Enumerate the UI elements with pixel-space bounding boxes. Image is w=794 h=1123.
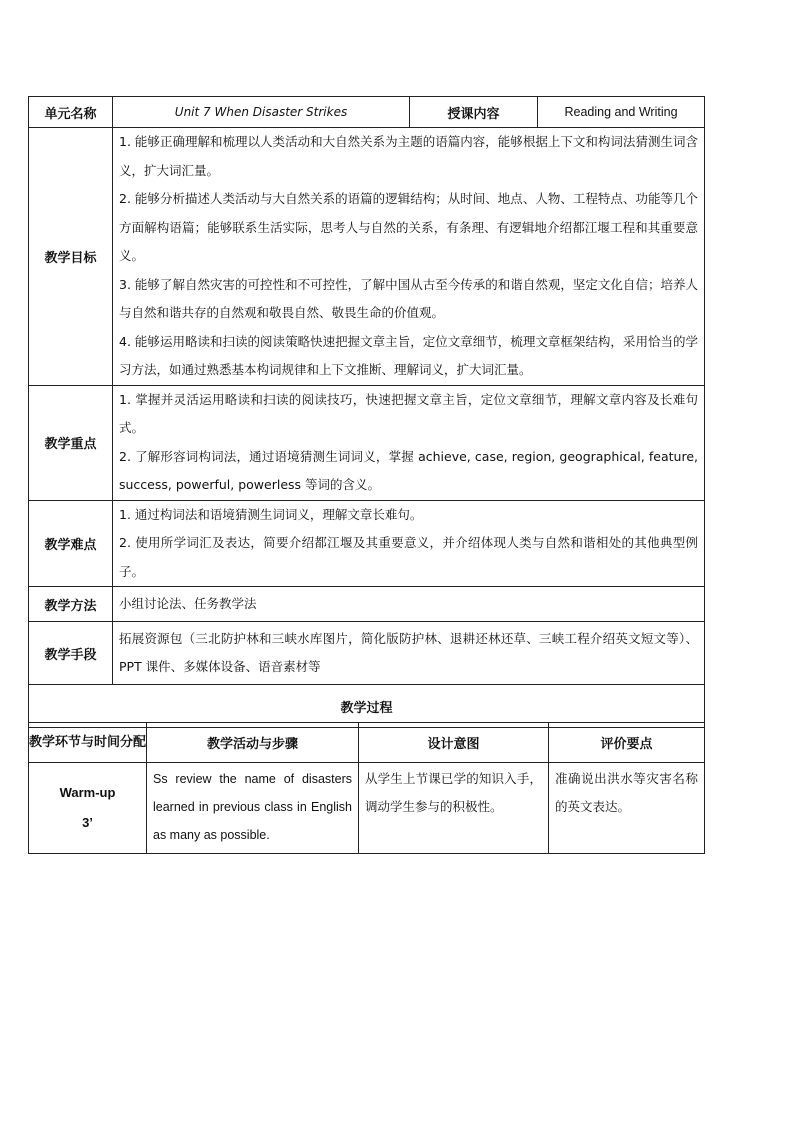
phase-cell	[29, 763, 147, 854]
unit-label: 单元名称	[29, 97, 113, 128]
key-points-row	[29, 385, 705, 500]
means-value: 拓展资源包（三北防护林和三峡水库图片，简化版防护林、退耕还林还草、三峡工程介绍英文短文等）、PPT 课件、多媒体设备、语音素材等	[113, 622, 705, 685]
difficulties-label: 教学难点	[29, 500, 113, 587]
table-row	[29, 763, 705, 854]
column-header-evaluation: 评价要点	[549, 723, 705, 763]
difficulties-row	[29, 500, 705, 587]
goal-item: 4. 能够运用略读和扫读的阅读策略快速把握文章主旨，定位文章细节，梳理文章框架结构，采用恰当的学习方法，如通过熟悉基本构词规律和上下文推断、理解词义，扩大词汇量。	[119, 333, 698, 377]
key-points-content	[113, 385, 705, 500]
column-header-phase: 教学环节与时间分配	[29, 723, 147, 763]
difficulties-content	[113, 500, 705, 587]
evaluation-cell: 准确说出洪水等灾害名称的英文表达。	[549, 763, 705, 854]
means-label: 教学手段	[29, 622, 113, 685]
content-label: 授课内容	[410, 97, 538, 128]
methods-label: 教学方法	[29, 587, 113, 622]
process-header-row	[29, 723, 705, 763]
key-points-label: 教学重点	[29, 385, 113, 500]
methods-value: 小组讨论法、任务教学法	[113, 587, 705, 622]
means-row	[29, 622, 705, 685]
column-header-activity: 教学活动与步骤	[147, 723, 359, 763]
goal-item: 2. 能够分析描述人类活动与大自然关系的语篇的逻辑结构；从时间、地点、人物、工程特点、功能等几个方面解构语篇；能够联系生活实际，思考人与自然的关系，有条理、有逻辑地介绍都江堰工程和其重要意义。	[119, 191, 698, 263]
column-header-intent: 设计意图	[359, 723, 549, 763]
key-point-item: 1. 掌握并灵活运用略读和扫读的阅读技巧，快速把握文章主旨，定位文章细节，理解文章内容及长难句式。	[119, 391, 698, 435]
intent-cell: 从学生上节课已学的知识入手，调动学生参与的积极性。	[359, 763, 549, 854]
content-value: Reading and Writing	[538, 97, 705, 128]
process-title: 教学过程	[29, 685, 705, 728]
unit-name: Unit 7 When Disaster Strikes	[113, 97, 410, 128]
difficulty-item: 1. 通过构词法和语境猜测生词词义，理解文章长难句。	[119, 506, 423, 522]
difficulty-item: 2. 使用所学词汇及表达，简要介绍都江堰及其重要意义，并介绍体现人类与自然和谐相处的其他典型例子。	[119, 535, 698, 579]
lesson-plan-table	[28, 96, 705, 728]
activity-cell: Ss review the name of disasters learned in previous class in English as many as possible.	[147, 763, 359, 854]
unit-row	[29, 97, 705, 128]
key-point-item: 2. 了解形容词构词法，通过语境猜测生词词义，掌握 achieve, case, region, geographical, feature, success, powerful, powerless 等词的含义。	[119, 448, 698, 492]
goal-item: 3. 能够了解自然灾害的可控性和不可控性，了解中国从古至今传承的和谐自然观，坚定文化自信；培养人与自然和谐共存的自然观和敬畏自然、敬畏生命的价值观。	[119, 276, 698, 320]
methods-row	[29, 587, 705, 622]
goal-item: 1. 能够正确理解和梳理以人类活动和大自然关系为主题的语篇内容，能够根据上下文和构词法猜测生词含义，扩大词汇量。	[119, 134, 698, 178]
goals-content	[113, 128, 705, 386]
process-table	[28, 722, 705, 854]
goals-label: 教学目标	[29, 128, 113, 386]
phase-name: Warm-up	[59, 785, 116, 800]
phase-time: 3’	[82, 815, 93, 830]
goals-row	[29, 128, 705, 386]
